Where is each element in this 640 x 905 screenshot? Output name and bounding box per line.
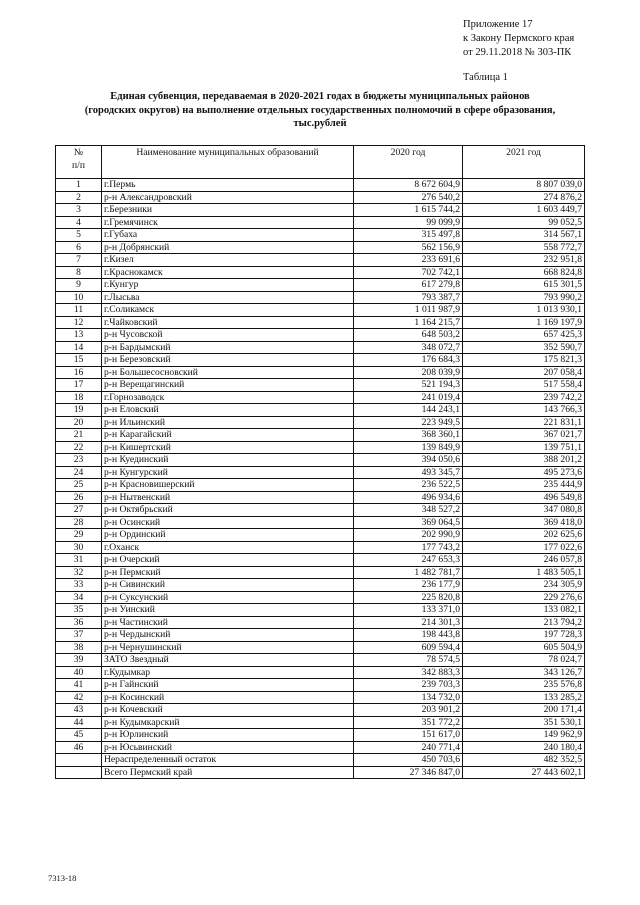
row-value-2020: 617 279,8 [354,279,463,292]
row-municipality: р-н Гайнский [102,679,354,692]
row-value-2021: 605 504,9 [463,641,585,654]
row-municipality: ЗАТО Звездный [102,654,354,667]
row-value-2021: 234 305,9 [463,579,585,592]
row-number: 13 [56,329,102,342]
row-value-2021: 27 443 602,1 [463,766,585,779]
row-number: 36 [56,616,102,629]
row-value-2020: 342 883,3 [354,666,463,679]
row-number: 24 [56,466,102,479]
row-value-2021: 78 024,7 [463,654,585,667]
row-value-2021: 495 273,6 [463,466,585,479]
row-municipality: г.Кизел [102,254,354,267]
row-number: 37 [56,629,102,642]
row-value-2020: 8 672 604,9 [354,179,463,192]
table-row [56,554,585,567]
row-value-2021: 351 530,1 [463,716,585,729]
table-row [56,179,585,192]
table-row [56,591,585,604]
row-number: 19 [56,404,102,417]
row-value-2021: 1 603 449,7 [463,204,585,217]
row-value-2020: 609 594,4 [354,641,463,654]
table-row [56,641,585,654]
row-value-2020: 202 990,9 [354,529,463,542]
row-value-2020: 450 703,6 [354,754,463,767]
table-label: Таблица 1 [463,72,508,83]
row-number: 16 [56,366,102,379]
row-number: 29 [56,529,102,542]
table-header-row [56,146,585,179]
row-value-2020: 394 050,6 [354,454,463,467]
table-row [56,404,585,417]
table-row [56,766,585,779]
table-row [56,504,585,517]
row-number: 20 [56,416,102,429]
row-municipality: р-н Кудымкарский [102,716,354,729]
row-value-2021: 235 444,9 [463,479,585,492]
title-line-3: тыс.рублей [293,118,347,129]
table-body [56,179,585,779]
row-value-2020: 1 482 781,7 [354,566,463,579]
row-number: 27 [56,504,102,517]
row-value-2020: 99 099,9 [354,216,463,229]
row-value-2020: 368 360,1 [354,429,463,442]
row-number: 43 [56,704,102,717]
table-row [56,216,585,229]
row-municipality: р-н Очерский [102,554,354,567]
row-value-2021: 246 057,8 [463,554,585,567]
table-row [56,679,585,692]
row-value-2021: 517 558,4 [463,379,585,392]
row-value-2020: 1 164 215,7 [354,316,463,329]
row-municipality: г.Губаха [102,229,354,242]
row-value-2021: 177 022,6 [463,541,585,554]
row-number: 30 [56,541,102,554]
row-municipality: г.Гремячинск [102,216,354,229]
row-value-2020: 208 039,9 [354,366,463,379]
row-value-2020: 369 064,5 [354,516,463,529]
table-row [56,441,585,454]
row-value-2021: 207 058,4 [463,366,585,379]
row-number: 41 [56,679,102,692]
row-number: 11 [56,304,102,317]
table-row [56,466,585,479]
table-row [56,616,585,629]
row-municipality: р-н Юрлинский [102,729,354,742]
row-municipality: р-н Верещагинский [102,379,354,392]
row-municipality: р-н Карагайский [102,429,354,442]
table-row [56,629,585,642]
row-value-2021: 1 483 505,1 [463,566,585,579]
row-value-2021: 369 418,0 [463,516,585,529]
row-municipality: г.Соликамск [102,304,354,317]
row-number: 9 [56,279,102,292]
row-municipality: р-н Красновишерский [102,479,354,492]
row-number: 32 [56,566,102,579]
row-municipality: г.Березники [102,204,354,217]
row-municipality: р-н Куединский [102,454,354,467]
row-value-2021: 274 876,2 [463,191,585,204]
table-row [56,316,585,329]
row-number: 45 [56,729,102,742]
row-number: 17 [56,379,102,392]
row-value-2021: 240 180,4 [463,741,585,754]
row-value-2021: 99 052,5 [463,216,585,229]
table-row [56,379,585,392]
row-municipality: р-н Чердынский [102,629,354,642]
row-municipality: р-н Октябрьский [102,504,354,517]
row-value-2021: 143 766,3 [463,404,585,417]
row-value-2020: 351 772,2 [354,716,463,729]
row-municipality: р-н Добрянский [102,241,354,254]
row-value-2020: 276 540,2 [354,191,463,204]
table-row [56,516,585,529]
row-municipality: р-н Кочевский [102,704,354,717]
row-value-2020: 793 387,7 [354,291,463,304]
row-number: 10 [56,291,102,304]
row-value-2020: 239 703,3 [354,679,463,692]
row-value-2021: 133 285,2 [463,691,585,704]
row-value-2021: 367 021,7 [463,429,585,442]
row-value-2020: 236 177,9 [354,579,463,592]
table-row [56,241,585,254]
row-municipality: р-н Юсьвинский [102,741,354,754]
row-value-2020: 78 574,5 [354,654,463,667]
row-value-2021: 200 171,4 [463,704,585,717]
row-value-2020: 176 684,3 [354,354,463,367]
table-row [56,754,585,767]
appendix-line-3: от 29.11.2018 № 303-ПК [463,47,572,58]
row-municipality: р-н Александровский [102,191,354,204]
row-value-2020: 240 771,4 [354,741,463,754]
table-row [56,291,585,304]
table-row [56,254,585,267]
row-value-2021: 221 831,1 [463,416,585,429]
row-municipality: р-н Уинский [102,604,354,617]
row-value-2020: 1 011 987,9 [354,304,463,317]
row-value-2020: 348 072,7 [354,341,463,354]
document-title [60,90,580,131]
table-row [56,741,585,754]
row-municipality: р-н Осинский [102,516,354,529]
row-value-2021: 343 126,7 [463,666,585,679]
table-row [56,266,585,279]
row-number: 1 [56,179,102,192]
row-value-2021: 558 772,7 [463,241,585,254]
table-row [56,454,585,467]
row-value-2020: 348 527,2 [354,504,463,517]
row-value-2021: 615 301,5 [463,279,585,292]
row-number: 28 [56,516,102,529]
row-municipality: р-н Березовский [102,354,354,367]
row-value-2021: 496 549,8 [463,491,585,504]
row-value-2021: 1 169 197,9 [463,316,585,329]
row-value-2020: 315 497,8 [354,229,463,242]
row-value-2020: 27 346 847,0 [354,766,463,779]
row-number: 6 [56,241,102,254]
header-2021: 2021 год [463,146,585,179]
table-row [56,366,585,379]
table-row [56,729,585,742]
row-municipality: Всего Пермский край [102,766,354,779]
row-value-2021: 314 567,1 [463,229,585,242]
row-municipality: г.Кудымкар [102,666,354,679]
row-municipality: р-н Кишертский [102,441,354,454]
appendix-line-1: Приложение 17 [463,19,533,30]
row-municipality: г.Чайковский [102,316,354,329]
table-row [56,666,585,679]
row-municipality: р-н Кунгурский [102,466,354,479]
table-row [56,654,585,667]
row-number: 22 [56,441,102,454]
footer-code: 7313-18 [48,873,77,883]
row-number: 15 [56,354,102,367]
row-number: 14 [56,341,102,354]
title-line-1: Единая субвенция, передаваемая в 2020-2021 годах в бюджеты муниципальных районов [110,91,530,102]
row-number: 44 [56,716,102,729]
row-number [56,766,102,779]
row-municipality: р-н Косинский [102,691,354,704]
row-number: 40 [56,666,102,679]
row-value-2021: 239 742,2 [463,391,585,404]
row-value-2021: 235 576,8 [463,679,585,692]
table-row [56,204,585,217]
row-value-2021: 197 728,3 [463,629,585,642]
row-value-2020: 134 732,0 [354,691,463,704]
row-number: 42 [56,691,102,704]
row-municipality: г.Оханск [102,541,354,554]
table-row [56,341,585,354]
row-value-2020: 151 617,0 [354,729,463,742]
header-2020: 2020 год [354,146,463,179]
row-number: 34 [56,591,102,604]
row-number: 2 [56,191,102,204]
row-number: 18 [56,391,102,404]
appendix-reference [463,18,574,60]
row-value-2020: 198 443,8 [354,629,463,642]
row-number [56,754,102,767]
header-name: Наименование муниципальных образований [102,146,354,179]
row-value-2020: 1 615 744,2 [354,204,463,217]
row-value-2021: 352 590,7 [463,341,585,354]
row-number: 33 [56,579,102,592]
row-number: 7 [56,254,102,267]
row-value-2021: 8 807 039,0 [463,179,585,192]
table-row [56,279,585,292]
row-municipality: р-н Ординский [102,529,354,542]
row-value-2020: 562 156,9 [354,241,463,254]
row-value-2020: 241 019,4 [354,391,463,404]
row-value-2020: 225 820,8 [354,591,463,604]
row-value-2021: 139 751,1 [463,441,585,454]
row-value-2020: 496 934,6 [354,491,463,504]
row-municipality: р-н Суксунский [102,591,354,604]
row-municipality: г.Пермь [102,179,354,192]
table-row [56,429,585,442]
row-number: 35 [56,604,102,617]
table-row [56,191,585,204]
row-municipality: г.Кунгур [102,279,354,292]
row-value-2021: 793 990,2 [463,291,585,304]
row-value-2021: 482 352,5 [463,754,585,767]
row-value-2021: 232 951,8 [463,254,585,267]
row-value-2020: 233 691,6 [354,254,463,267]
table-row [56,354,585,367]
row-municipality: р-н Сивинский [102,579,354,592]
row-value-2020: 236 522,5 [354,479,463,492]
row-value-2021: 229 276,6 [463,591,585,604]
row-number: 25 [56,479,102,492]
table-row [56,529,585,542]
row-number: 8 [56,266,102,279]
row-municipality: р-н Большесосновский [102,366,354,379]
row-value-2020: 493 345,7 [354,466,463,479]
row-value-2020: 247 653,3 [354,554,463,567]
table-row [56,716,585,729]
row-municipality: г.Горнозаводск [102,391,354,404]
appendix-line-2: к Закону Пермского края [463,33,575,44]
table-row [56,691,585,704]
row-value-2021: 213 794,2 [463,616,585,629]
table-row [56,416,585,429]
row-value-2020: 521 194,3 [354,379,463,392]
table-row [56,391,585,404]
row-number: 12 [56,316,102,329]
row-municipality: р-н Ильинский [102,416,354,429]
row-number: 23 [56,454,102,467]
row-municipality: г.Лысьва [102,291,354,304]
row-value-2020: 702 742,1 [354,266,463,279]
row-value-2020: 203 901,2 [354,704,463,717]
row-value-2020: 133 371,0 [354,604,463,617]
table-row [56,604,585,617]
row-number: 5 [56,229,102,242]
table-row [56,329,585,342]
header-number [56,146,102,179]
row-value-2021: 657 425,3 [463,329,585,342]
table-row [56,579,585,592]
table-row [56,704,585,717]
table-row [56,304,585,317]
row-value-2021: 1 013 930,1 [463,304,585,317]
row-municipality: р-н Чусовской [102,329,354,342]
row-number: 21 [56,429,102,442]
row-value-2021: 149 962,9 [463,729,585,742]
row-value-2021: 347 080,8 [463,504,585,517]
table-row [56,229,585,242]
row-number: 31 [56,554,102,567]
row-municipality: р-н Чернушинский [102,641,354,654]
row-value-2020: 214 301,3 [354,616,463,629]
row-number: 38 [56,641,102,654]
table-row [56,541,585,554]
table-row [56,491,585,504]
row-value-2020: 648 503,2 [354,329,463,342]
row-number: 4 [56,216,102,229]
row-value-2020: 144 243,1 [354,404,463,417]
row-municipality: р-н Нытвенский [102,491,354,504]
row-number: 46 [56,741,102,754]
row-number: 3 [56,204,102,217]
row-value-2020: 139 849,9 [354,441,463,454]
header-number-line-2: п/п [72,160,85,171]
title-line-2: (городских округов) на выполнение отдельных государственных полномочий в сфере образования, [84,104,556,116]
row-value-2020: 177 743,2 [354,541,463,554]
table-row [56,479,585,492]
row-municipality: Нераспределенный остаток [102,754,354,767]
row-municipality: р-н Бардымский [102,341,354,354]
table-row [56,566,585,579]
row-number: 26 [56,491,102,504]
row-number: 39 [56,654,102,667]
row-value-2021: 133 082,1 [463,604,585,617]
header-number-line-1: № [73,147,84,158]
row-municipality: р-н Еловский [102,404,354,417]
subvention-table [55,145,585,779]
row-value-2021: 202 625,6 [463,529,585,542]
row-value-2020: 223 949,5 [354,416,463,429]
row-municipality: г.Краснокамск [102,266,354,279]
row-municipality: р-н Пермский [102,566,354,579]
row-value-2021: 175 821,3 [463,354,585,367]
row-value-2021: 668 824,8 [463,266,585,279]
row-municipality: р-н Частинский [102,616,354,629]
row-value-2021: 388 201,2 [463,454,585,467]
